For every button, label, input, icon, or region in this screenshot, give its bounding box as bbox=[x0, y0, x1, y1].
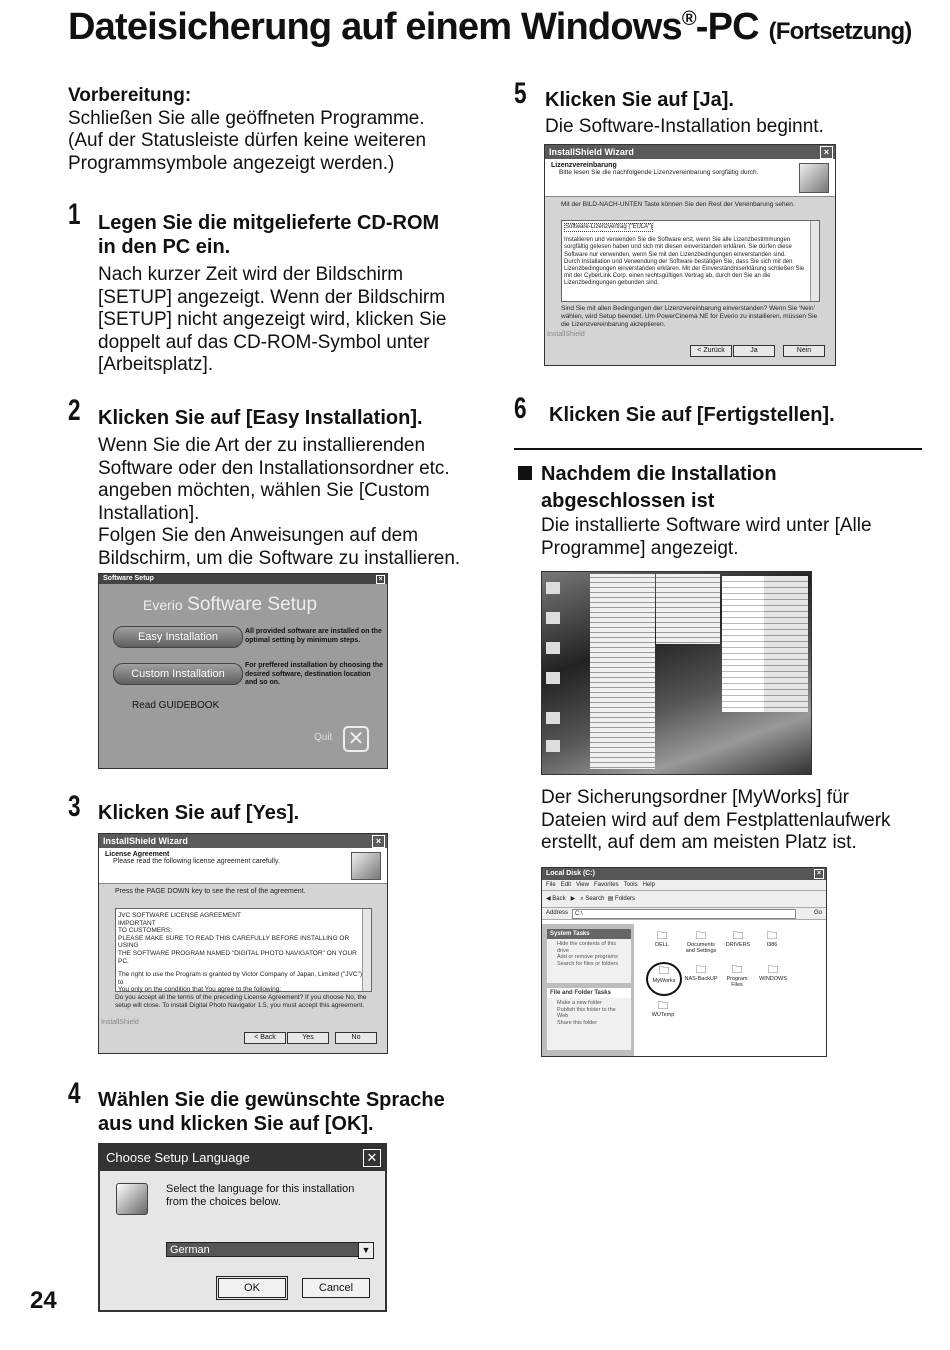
step-body-line: [SETUP] nicht angezeigt wird, klicken Sie bbox=[98, 309, 447, 330]
task-link[interactable]: Hide the contents of this drive bbox=[557, 941, 617, 954]
custom-installation-description: For preffered installation by choosing the desired software, destination location and so on. bbox=[245, 662, 384, 686]
window-titlebar: Choose Setup Language ✕ bbox=[100, 1145, 385, 1171]
quit-label: Quit bbox=[314, 732, 333, 743]
address-label: Address bbox=[546, 910, 569, 916]
step-heading bbox=[545, 88, 925, 112]
folder-item[interactable]: 🗀 DELL bbox=[648, 930, 676, 948]
custom-installation-button[interactable]: Custom Installation bbox=[113, 663, 243, 685]
step-heading-line: Klicken Sie auf [Easy Installation]. bbox=[98, 407, 423, 429]
yes-button[interactable]: Ja bbox=[733, 345, 775, 357]
setup-heading: Everio Software Setup bbox=[143, 594, 318, 615]
window-titlebar: InstallShield Wizard × bbox=[545, 145, 835, 159]
section-heading-line: abgeschlossen ist bbox=[541, 490, 715, 512]
window-titlebar: Local Disk (C:) × bbox=[542, 868, 826, 880]
license-textbox[interactable]: JVC SOFTWARE LICENSE AGREEMENT IMPORTANT TO CUSTOMERS: PLEASE MAKE SURE TO READ THIS CAREFULLY BEFORE INSTALLING OR USING THE SOFTWARE PROGRAM NAMED "DIGITAL PHOTO NAVIGATOR" ON YOUR PC. The right to use the Program is granted by Victor Company of Japan, Limited ("JVC") to You only on the condition that You agree to the following: bbox=[115, 908, 372, 992]
desktop-icon[interactable] bbox=[546, 642, 560, 654]
folder-item[interactable]: 🗀 Documents and Settings bbox=[685, 930, 717, 954]
section-body bbox=[541, 787, 931, 855]
preparation-line: Programmsymbole angezeigt werden.) bbox=[68, 152, 395, 174]
language-message: Select the language for this installation from the choices below. bbox=[166, 1183, 355, 1208]
start-menu-left-pane bbox=[722, 576, 764, 712]
page-title: Dateisicherung auf einem Windows®-PC (Fortsetzung) bbox=[68, 6, 912, 48]
software-setup-screenshot bbox=[98, 573, 388, 769]
section-heading bbox=[541, 461, 921, 515]
task-link[interactable]: Share this folder bbox=[557, 1019, 598, 1026]
back-button[interactable]: < Zurück bbox=[690, 345, 732, 357]
easy-installation-button[interactable]: Easy Installation bbox=[113, 626, 243, 648]
folder-icon: 🗀 bbox=[695, 930, 707, 942]
folder-icon: 🗀 bbox=[695, 964, 707, 976]
folder-icon: 🗀 bbox=[656, 930, 668, 942]
wizard-heading: Lizenzvereinbarung bbox=[551, 162, 617, 169]
cancel-button[interactable]: Cancel bbox=[302, 1278, 370, 1298]
local-disk-explorer-screenshot bbox=[541, 867, 827, 1057]
step-heading-line: Legen Sie die mitgelieferte CD-ROM bbox=[98, 212, 440, 234]
wizard-header bbox=[99, 848, 387, 884]
step-body-line: Nach kurzer Zeit wird der Bildschirm bbox=[98, 264, 404, 285]
wizard-question: Sind Sie mit allen Bedingungen der Lizenzvereinbarung einverstanden? Wenn Sie 'Nein' wählen, wird Setup beendet. Um PowerCinema NE for Everio zu installieren, müssen Sie die Lizenzvereinbarung akzeptieren. bbox=[561, 305, 818, 328]
step-body-line: Bildschirm, um die Software zu installieren. bbox=[98, 547, 461, 569]
folder-icon: 🗀 bbox=[657, 1000, 669, 1012]
menu-item-edit[interactable]: Edit bbox=[560, 882, 572, 888]
step-number: 3 bbox=[68, 790, 81, 823]
read-guidebook-link[interactable]: Read GUIDEBOOK bbox=[132, 700, 220, 711]
folder-icon: 🗀 bbox=[732, 930, 744, 942]
preparation-line: (Auf der Statusleiste dürfen keine weiteren bbox=[68, 130, 427, 151]
yes-button[interactable]: Yes bbox=[287, 1032, 329, 1044]
task-link[interactable]: Publish this folder to the Web bbox=[557, 1006, 616, 1019]
step-body-line: Folgen Sie den Anweisungen auf dem bbox=[98, 525, 419, 546]
wizard-footer: InstallShield bbox=[101, 1019, 139, 1026]
preparation-heading: Vorbereitung: bbox=[68, 85, 192, 106]
preparation-line: Schließen Sie alle geöffneten Programme. bbox=[68, 107, 425, 129]
folder-item[interactable]: 🗀 I386 bbox=[758, 930, 786, 948]
folders-button[interactable]: Folders bbox=[615, 896, 636, 902]
folder-item[interactable]: 🗀 DRIVERS bbox=[722, 930, 754, 948]
step-number: 2 bbox=[68, 394, 81, 427]
step-heading bbox=[549, 403, 929, 427]
back-button[interactable]: Back bbox=[552, 896, 566, 902]
no-button[interactable]: Nein bbox=[783, 345, 825, 357]
folder-icon: 🗀 bbox=[766, 930, 778, 942]
wizard-instruction: Press the PAGE DOWN key to see the rest of the agreement. bbox=[115, 888, 306, 895]
step-body-line: Wenn Sie die Art der zu installierenden bbox=[98, 435, 426, 456]
scrollbar[interactable] bbox=[362, 909, 371, 991]
menu-bar bbox=[542, 880, 826, 891]
programs-menu-column[interactable] bbox=[590, 574, 655, 769]
step-body-line: Software oder den Installationsordner etc. bbox=[98, 457, 450, 479]
all-programs-menu-screenshot bbox=[541, 571, 812, 775]
window-titlebar: InstallShield Wizard × bbox=[99, 834, 387, 848]
step-heading-line: Klicken Sie auf [Yes]. bbox=[98, 802, 300, 824]
step-body bbox=[545, 116, 925, 139]
ok-button[interactable]: OK bbox=[218, 1278, 286, 1298]
license-textbox[interactable]: Software-Lizenzvertrag ("EULA") Installieren und verwenden Sie die Software erst, wenn Sie alle Lizenzbestimmungen sorgfältig gelesen haben und sich mit diesen einverstanden erklären. Sie dürfen diese Software nur verwenden, wenn Sie mit den Lizenzbedingungen einverstanden sind. Durch Installation und Verwendung der Software bestätigen Sie, dass Sie sich mit den Lizenzbedingungen einverstanden erklären. Mit der Einverständniserklärung schließen Sie mit der CyberLink Corp. einen rechtsgültigen Vertrag ab, durch den Sie an die Lizenzbedingungen gebunden sind. bbox=[561, 220, 820, 302]
scrollbar[interactable] bbox=[810, 221, 819, 301]
address-bar bbox=[542, 908, 826, 920]
folder-icon: 🗀 bbox=[767, 964, 779, 976]
page-number: 24 bbox=[30, 1287, 57, 1314]
step-heading-line: in den PC ein. bbox=[98, 236, 231, 258]
step-body-line: doppelt auf das CD-ROM-Symbol unter bbox=[98, 331, 430, 353]
divider bbox=[514, 448, 922, 450]
close-icon[interactable]: × bbox=[376, 575, 385, 584]
file-folder-tasks-title[interactable]: File and Folder Tasks bbox=[547, 988, 631, 998]
back-button[interactable]: < Back bbox=[244, 1032, 286, 1044]
desktop-icon[interactable] bbox=[546, 582, 560, 594]
step-heading-line: Wählen Sie die gewünschte Sprache bbox=[98, 1089, 445, 1111]
go-button[interactable]: Go bbox=[813, 910, 822, 916]
wizard-header bbox=[545, 159, 835, 197]
step-body-line: angeben möchten, wählen Sie [Custom bbox=[98, 480, 430, 501]
step-heading-line: Klicken Sie auf [Ja]. bbox=[545, 89, 734, 111]
myworks-folder-item[interactable]: 🗀 MyWorks bbox=[646, 962, 682, 996]
language-select-value: German bbox=[170, 1244, 210, 1256]
system-tasks-panel bbox=[547, 929, 631, 983]
close-icon[interactable]: × bbox=[814, 869, 824, 879]
desktop-icon[interactable] bbox=[546, 740, 560, 752]
desktop-icon[interactable] bbox=[546, 672, 560, 684]
choose-language-dialog-screenshot bbox=[98, 1143, 387, 1312]
menu-item-view[interactable]: View bbox=[576, 882, 589, 888]
search-icon[interactable]: ⌕ bbox=[580, 896, 584, 902]
section-body-line: erstellt, auf dem am meisten Platz ist. bbox=[541, 832, 857, 853]
section-body-line: Programme] angezeigt. bbox=[541, 537, 739, 559]
folder-item[interactable]: 🗀 NAS-BackUP bbox=[684, 964, 718, 982]
preparation-block bbox=[68, 85, 488, 175]
quit-icon[interactable]: ✕ bbox=[343, 726, 369, 752]
close-icon[interactable]: × bbox=[820, 146, 833, 159]
menu-item-help[interactable]: Help bbox=[642, 882, 655, 888]
system-tasks-title[interactable]: System Tasks bbox=[547, 929, 631, 939]
menu-item-file[interactable]: File bbox=[546, 882, 556, 888]
section-body-line: Dateien wird auf dem Festplattenlaufwerk bbox=[541, 809, 891, 831]
step-body-line: Installation]. bbox=[98, 502, 200, 524]
task-pane bbox=[542, 924, 634, 1056]
step-body bbox=[98, 264, 498, 377]
task-link[interactable]: Make a new folder bbox=[557, 1000, 602, 1006]
task-link[interactable]: Search for files or folders bbox=[557, 960, 619, 967]
toolbar bbox=[542, 891, 826, 908]
section-heading-line: Nachdem die Installation bbox=[541, 463, 777, 485]
wizard-subheading: Bitte lesen Sie die nachfolgende Lizenzvereinbarung sorgfältig durch. bbox=[559, 169, 759, 176]
section-body-line: Die installierte Software wird unter [Alle bbox=[541, 515, 872, 536]
folder-icon: 🗀 bbox=[658, 965, 670, 977]
step-heading-line: aus und klicken Sie auf [OK]. bbox=[98, 1113, 374, 1135]
step-number: 6 bbox=[514, 392, 527, 425]
step-body bbox=[98, 435, 498, 570]
easy-installation-description: All provided software are installed on the optimal setting by minimum steps. bbox=[245, 628, 382, 644]
step-heading bbox=[98, 406, 498, 430]
close-icon[interactable]: ✕ bbox=[363, 1149, 381, 1167]
step-number: 1 bbox=[68, 198, 81, 231]
installer-icon bbox=[799, 163, 829, 193]
folder-icon: 🗀 bbox=[731, 964, 743, 976]
no-button[interactable]: No bbox=[335, 1032, 377, 1044]
menu-item-tools[interactable]: Tools bbox=[623, 882, 638, 888]
forward-icon[interactable]: ▶ bbox=[570, 896, 576, 902]
license-agreement-screenshot bbox=[98, 833, 388, 1054]
step-body-line: Die Software-Installation beginnt. bbox=[545, 116, 824, 137]
folder-item[interactable]: 🗀 WUTemp bbox=[648, 1000, 678, 1018]
wizard-heading: License Agreement bbox=[105, 851, 170, 858]
step-heading-line: Klicken Sie auf [Fertigstellen]. bbox=[549, 404, 835, 426]
folder-item[interactable]: 🗀 WINDOWS bbox=[756, 964, 790, 982]
chevron-down-icon[interactable]: ▼ bbox=[358, 1242, 374, 1259]
step-body-line: [SETUP] angezeigt. Wenn der Bildschirm bbox=[98, 286, 446, 308]
wizard-instruction: Mit der BILD-NACH-UNTEN Taste können Sie den Rest der Vereinbarung sehen. bbox=[561, 201, 795, 208]
back-icon[interactable]: ◀ bbox=[546, 896, 551, 902]
square-bullet-icon bbox=[518, 466, 532, 480]
folder-view bbox=[634, 924, 826, 1056]
start-menu-right-pane bbox=[764, 576, 808, 712]
language-select[interactable] bbox=[166, 1242, 371, 1257]
step-body-line: [Arbeitsplatz]. bbox=[98, 354, 214, 375]
step-heading bbox=[98, 211, 498, 259]
programs-submenu-column[interactable] bbox=[656, 574, 720, 644]
window-titlebar: Software Setup × bbox=[99, 574, 387, 584]
installer-icon bbox=[351, 852, 381, 880]
desktop-icon[interactable] bbox=[546, 712, 560, 724]
wizard-question: Do you accept all the terms of the preceding License Agreement? If you choose No, the setup will close. To install Digital Photo Navigator 1.5, you must accept this agreement. bbox=[115, 994, 367, 1009]
desktop-icon[interactable] bbox=[546, 612, 560, 624]
step-heading bbox=[98, 1088, 498, 1136]
step-heading bbox=[98, 801, 498, 825]
folder-item[interactable]: 🗀 Program Files bbox=[720, 964, 754, 988]
address-input[interactable]: C:\ bbox=[572, 909, 796, 919]
wizard-footer: InstallShield bbox=[547, 331, 585, 338]
section-body-line: Der Sicherungsordner [MyWorks] für bbox=[541, 787, 849, 808]
menu-item-favorites[interactable]: Favorites bbox=[593, 882, 619, 888]
wizard-subheading: Please read the following license agreement carefully. bbox=[113, 858, 280, 865]
folders-icon[interactable]: ▤ bbox=[607, 896, 614, 902]
lizenzvereinbarung-screenshot bbox=[544, 144, 836, 366]
installer-icon bbox=[116, 1183, 148, 1215]
close-icon[interactable]: × bbox=[372, 835, 385, 848]
search-button[interactable]: Search bbox=[585, 896, 605, 902]
task-link[interactable]: Add or remove programs bbox=[557, 954, 618, 960]
section-body bbox=[541, 515, 921, 560]
file-folder-tasks-panel bbox=[547, 988, 631, 1050]
step-number: 4 bbox=[68, 1077, 81, 1110]
step-number: 5 bbox=[514, 77, 527, 110]
